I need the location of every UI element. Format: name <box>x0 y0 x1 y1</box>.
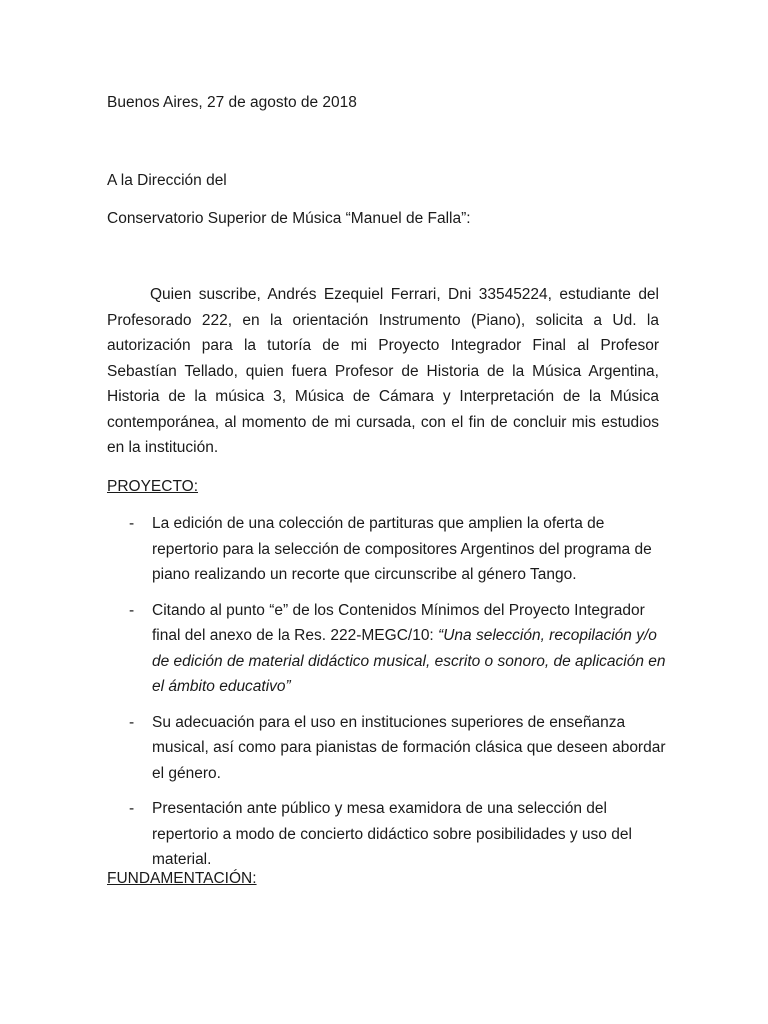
project-heading: PROYECTO: <box>107 478 199 495</box>
list-item-quote: “Una selección, recopilación y/o de edición de material didáctico musical, escrito o sonoro, de aplicación en el ámbito educativo” <box>152 627 666 695</box>
list-item-text: Presentación ante público y mesa examidora de una selección del repertorio a modo de concierto didáctico sobre posibilidades y uso del material. <box>152 800 632 868</box>
date-line: Buenos Aires, 27 de agosto de 2018 <box>107 94 357 111</box>
list-item <box>107 598 667 700</box>
bullet-dash: - <box>129 601 135 619</box>
list-item <box>107 511 667 588</box>
project-list <box>107 511 667 883</box>
list-item <box>107 710 667 787</box>
list-item-text: La edición de una colección de partituras que amplien la oferta de repertorio para la selección de compositores Argentinos del programa de piano realizando un recorte que circunscribe al género Tango. <box>152 515 652 583</box>
fundamentation-heading: FUNDAMENTACIÓN: <box>107 870 257 887</box>
list-item-text: Citando al punto “e” de los Contenidos Mínimos del Proyecto Integrador final del anexo de la Res. 222-MEGC/10: <box>152 601 645 644</box>
bullet-dash: - <box>129 515 135 532</box>
bullet-dash: - <box>129 800 135 817</box>
recipient-line-1: A la Dirección del <box>107 172 227 189</box>
body-paragraph: Quien suscribe, Andrés Ezequiel Ferrari, Dni 33545224, estudiante del Profesorado 222, en la orientación Instrumento (Piano), solicita a Ud. la autorización para la tutoría de mi Proyecto Integrador Final al Profesor Sebastían Tellado, quien fuera Profesor de Historia de la Música Argentina, Historia de la música 3, Música de Cámara y Interpretación de la Música contemporánea, al momento de mi cursada, con el fin de concluir mis estudios en la institución. <box>107 286 659 456</box>
list-item-text: Su adecuación para el uso en instituciones superiores de enseñanza musical, así como para pianistas de formación clásica que deseen abordar el género. <box>152 713 666 782</box>
bullet-dash: - <box>129 713 135 731</box>
list-item <box>107 796 667 873</box>
recipient-line-2: Conservatorio Superior de Música “Manuel de Falla”: <box>107 210 471 227</box>
